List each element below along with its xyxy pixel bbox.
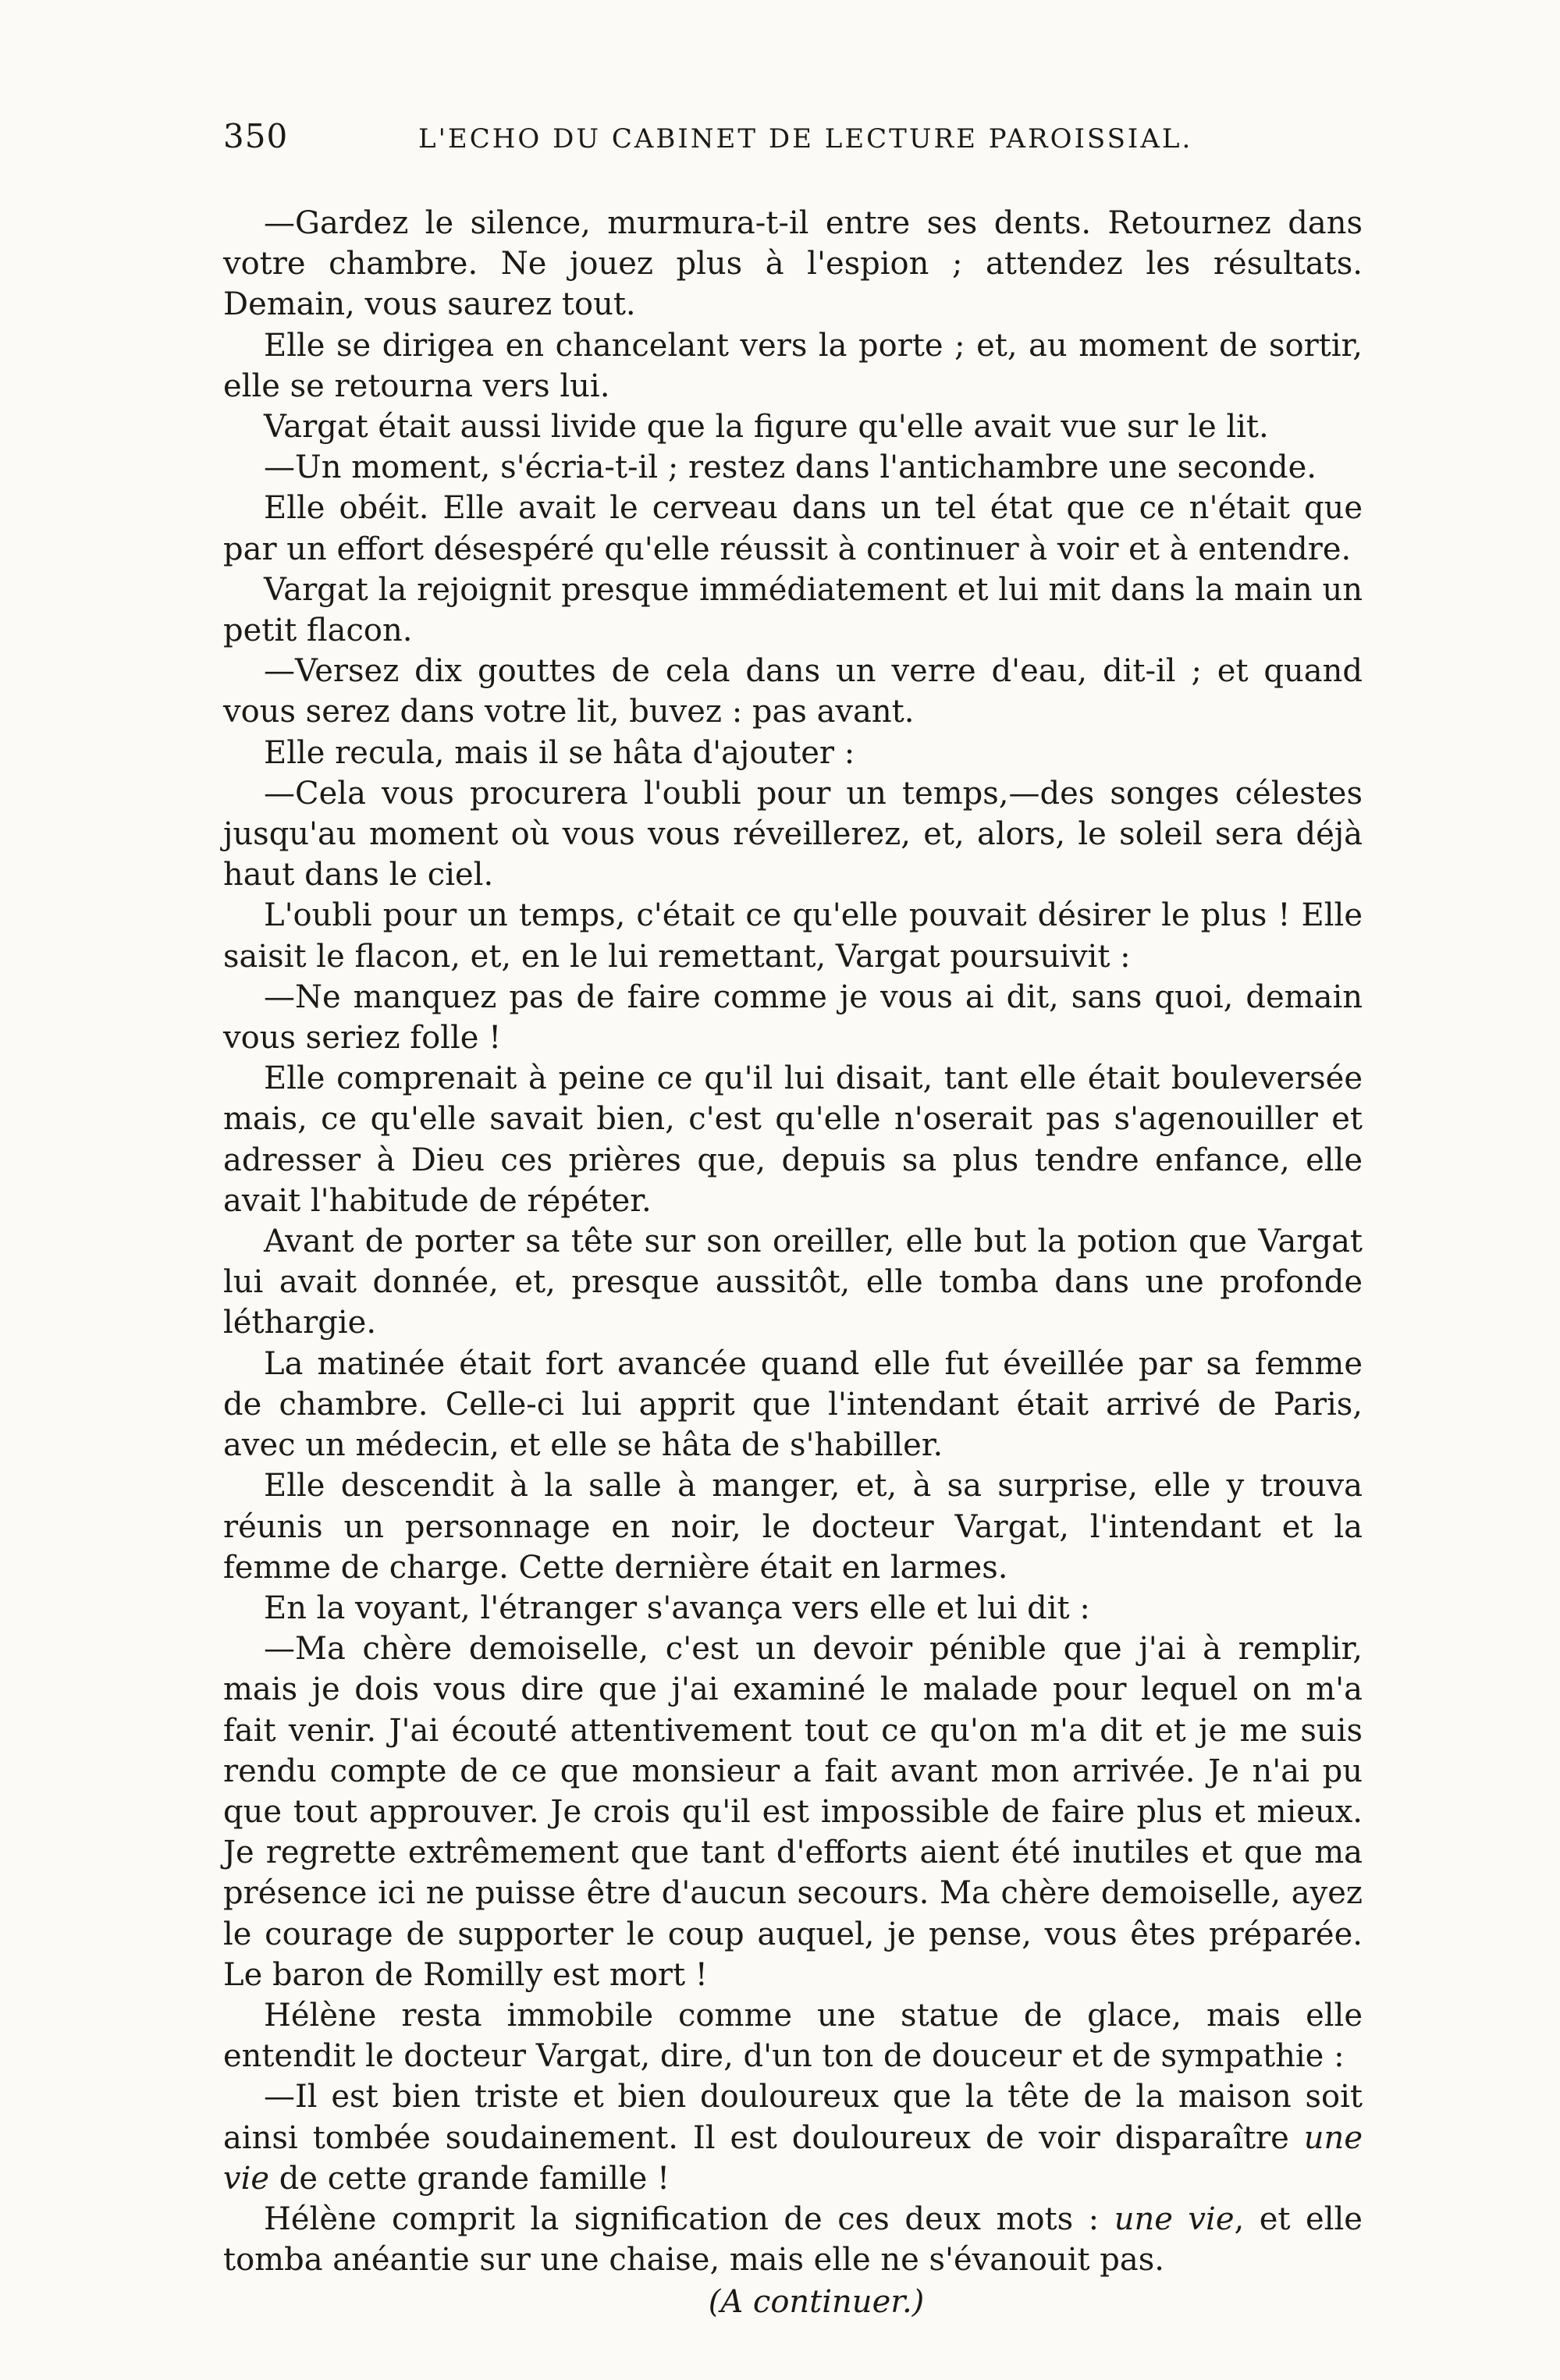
paragraph: Elle recula, mais il se hâta d'ajouter : — [264, 734, 855, 771]
page-header — [223, 117, 1363, 203]
continuation-note: (A continuer.) — [708, 2284, 925, 2321]
paragraph: —Cela vous procurera l'oubli pour un temps,—des songes célestes jusqu'au moment où vous vous réveillerez, et, alors, le soleil sera déjà haut dans le ciel. — [223, 775, 1363, 893]
paragraph: —Versez dix gouttes de cela dans un verre d'eau, dit-il ; et quand vous serez dans votre lit, buvez : pas avant. — [223, 653, 1363, 730]
paragraph: Elle obéit. Elle avait le cerveau dans un tel état que ce n'était que par un effort désespéré qu'elle réussit à continuer à voir et à entendre. — [223, 490, 1363, 567]
paragraph-text: —Il est bien triste et bien douloureux que la tête de la maison soit ainsi tombée soudainement. Il est douloureux de voir disparaître — [223, 2079, 1363, 2156]
paragraph: Elle descendit à la salle à manger, et, à sa surprise, elle y trouva réunis un personnage en noir, le docteur Vargat, l'intendant et la femme de charge. Cette dernière était en larmes. — [223, 1468, 1363, 1586]
paragraph: L'oubli pour un temps, c'était ce qu'elle pouvait désirer le plus ! Elle saisit le flacon, et, en le lui remettant, Vargat poursuivit : — [223, 897, 1363, 975]
paragraph: —Ma chère demoiselle, c'est un devoir pénible que j'ai à remplir, mais je dois vous dire que j'ai examiné le malade pour lequel on m'a fait venir. J'ai écouté attentivement tout ce qu'on m'a dit et je me suis rendu compte de ce que monsieur a fait avant mon arrivée. Je n'ai pu que tout approuver. Je crois qu'il est impossible de faire plus et mieux. Je regrette extrêmement que tant d'efforts aient été inutiles et que ma présence ici ne puisse être d'aucun secours. Ma chère demoiselle, ayez le courage de supporter le coup auquel, je pense, vous êtes préparée. Le baron de Romilly est mort ! — [223, 1631, 1363, 1993]
paragraph: Hélène resta immobile comme une statue de glace, mais elle entendit le docteur Vargat, dire, d'un ton de douceur et de sympathie : — [223, 1997, 1363, 2075]
italic-phrase: une vie — [1114, 2201, 1235, 2237]
paragraph: Vargat la rejoignit presque immédiatement et lui mit dans la main un petit flacon. — [223, 571, 1363, 649]
paragraph: La matinée était fort avancée quand elle fut éveillée par sa femme de chambre. Celle-ci lui apprit que l'intendant était arrivé de Paris, avec un médecin, et elle se hâta de s'habiller. — [223, 1345, 1363, 1464]
paragraph: Elle comprenait à peine ce qu'il lui disait, tant elle était bouleversée mais, ce qu'elle savait bien, c'est qu'elle n'oserait pas s'agenouiller et adresser à Dieu ces prières que, depuis sa plus tendre enfance, elle avait l'habitude de répéter. — [223, 1060, 1363, 1219]
paragraph-with-italic — [223, 2076, 1363, 2199]
paragraph-text: Hélène comprit la signification de ces deux mots : — [264, 2201, 1114, 2237]
body-text — [223, 203, 1363, 2280]
paragraph: —Un moment, s'écria-t-il ; restez dans l'antichambre une seconde. — [264, 449, 1317, 486]
paragraph: Avant de porter sa tête sur son oreiller, elle but la potion que Vargat lui avait donnée, et, presque aussitôt, elle tomba dans une profonde léthargie. — [223, 1224, 1363, 1341]
page-number: 350 — [223, 117, 289, 155]
paragraph: Elle se dirigea en chancelant vers la porte ; et, au moment de sortir, elle se retourna vers lui. — [223, 327, 1363, 404]
paragraph-with-italic — [223, 2199, 1363, 2280]
paragraph: Vargat était aussi livide que la figure qu'elle avait vue sur le lit. — [264, 409, 1269, 446]
paragraph: En la voyant, l'étranger s'avança vers elle et lui dit : — [264, 1590, 1090, 1626]
paragraph-text: , et elle tomba anéantie sur une chaise, mais elle ne s'évanouit pas. — [223, 2201, 1363, 2279]
paragraph: —Ne manquez pas de faire comme je vous ai dit, sans quoi, demain vous seriez folle ! — [223, 979, 1363, 1057]
paragraph: —Gardez le silence, murmura-t-il entre ses dents. Retournez dans votre chambre. Ne jouez plus à l'espion ; attendez les résultats. Demain, vous saurez tout. — [223, 205, 1363, 323]
paragraph-text: de cette grande famille ! — [269, 2160, 670, 2197]
italic-phrase: une vie — [223, 2119, 1363, 2197]
document-page — [223, 117, 1363, 2322]
running-head: L'ECHO DU CABINET DE LECTURE PAROISSIAL. — [418, 123, 1193, 155]
